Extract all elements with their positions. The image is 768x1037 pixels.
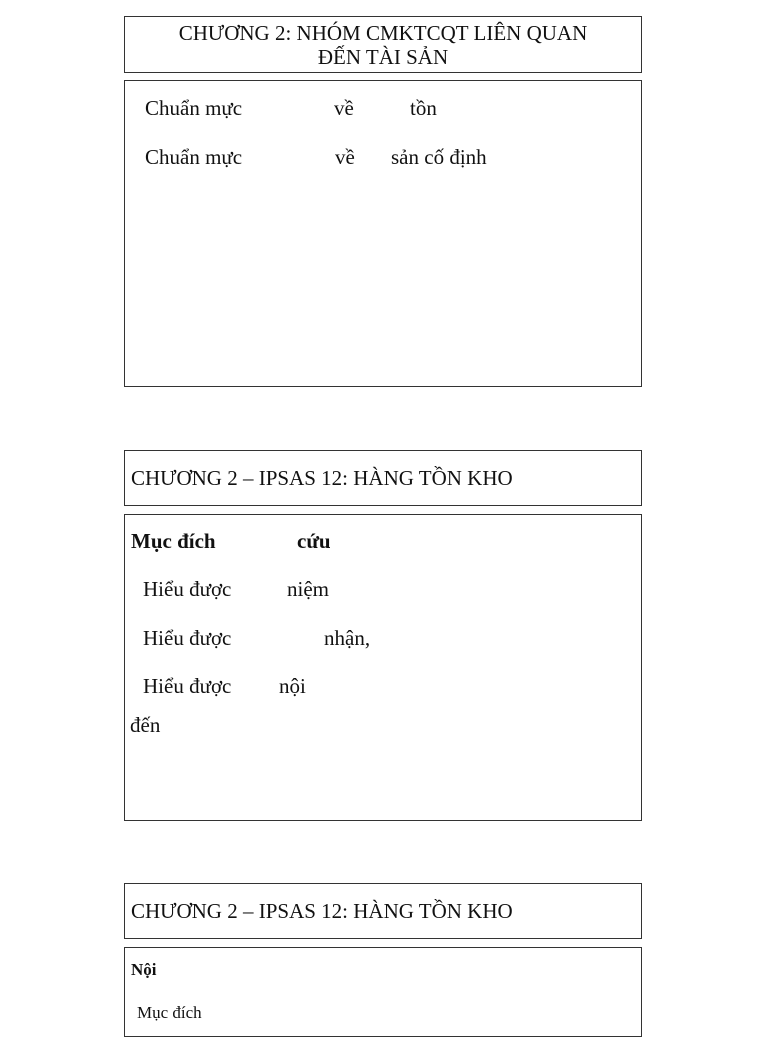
slide2-item3-right: nội xyxy=(279,674,306,698)
slide2-title: CHƯƠNG 2 – IPSAS 12: HÀNG TỒN KHO xyxy=(131,466,513,490)
slide2-item2-right: nhận, xyxy=(324,626,371,650)
slide2-item1-left: Hiểu được xyxy=(143,577,232,601)
slide1-content-box xyxy=(124,80,642,387)
slide1-title-box xyxy=(124,16,642,73)
slide1-line1-col2: về xyxy=(334,96,354,120)
slide2-title-box xyxy=(124,450,642,506)
slide2-item1-right: niệm xyxy=(287,577,329,601)
slide3-title: CHƯƠNG 2 – IPSAS 12: HÀNG TỒN KHO xyxy=(131,899,513,923)
slide2-heading-right: cứu xyxy=(297,529,331,553)
slide1-line1-col1: Chuẩn mực xyxy=(145,96,243,120)
slide3-item: Mục đích xyxy=(137,1003,202,1022)
slide2-item3-left: Hiểu được xyxy=(143,674,232,698)
slide1-title-line2: ĐẾN TÀI SẢN xyxy=(317,44,449,69)
slide1-line2-col1: Chuẩn mực xyxy=(145,145,243,169)
slide1-title xyxy=(125,21,641,69)
slide1-line2-col3: sản cố định xyxy=(391,145,487,169)
slide2-heading-left: Mục đích xyxy=(131,529,216,553)
slide1-line2-col2: về xyxy=(335,145,355,169)
slide2-content-box xyxy=(124,514,642,821)
slide2-item2-left: Hiểu được xyxy=(143,626,232,650)
slide2-continuation: đến xyxy=(130,713,161,737)
slide1-title-line1: CHƯƠNG 2: NHÓM CMKTCQT LIÊN QUAN xyxy=(178,20,588,45)
slide3-title-box xyxy=(124,883,642,939)
slide3-heading: Nội xyxy=(131,960,157,979)
slide1-line1-col3: tồn xyxy=(410,96,437,120)
